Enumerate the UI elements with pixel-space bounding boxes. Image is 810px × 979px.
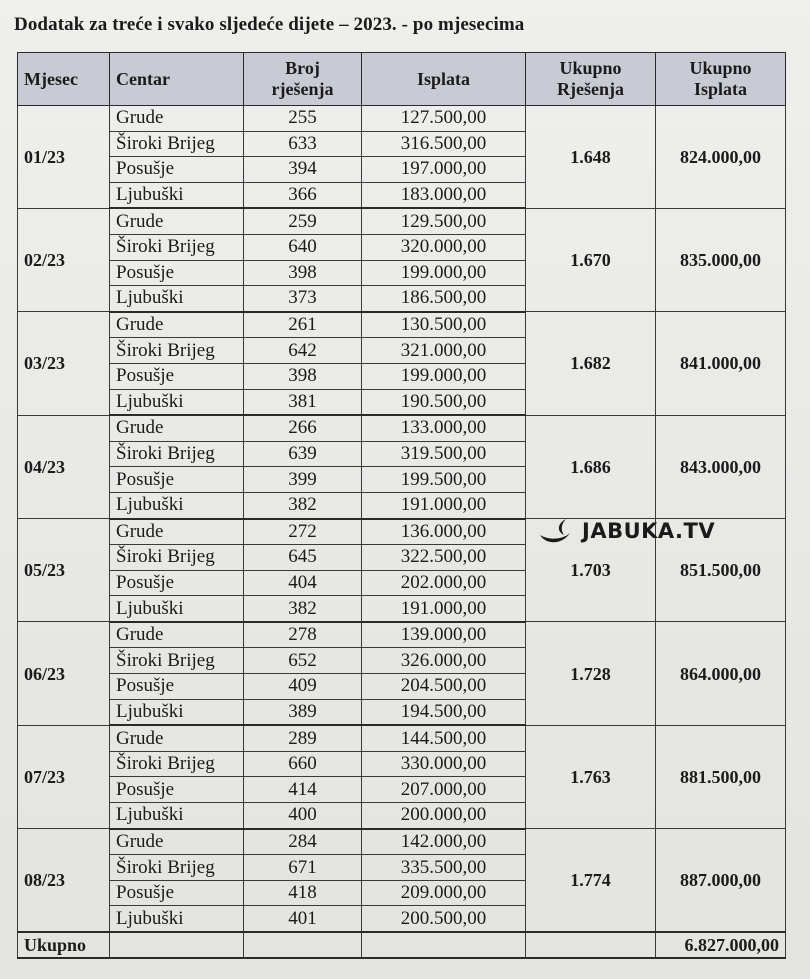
isplata-cell: 199.500,00	[362, 467, 526, 493]
watermark-text: JABUKA.TV	[582, 519, 716, 543]
centar-cell: Posušje	[110, 157, 244, 183]
broj-rjesenja-cell: 399	[244, 467, 362, 493]
centar-cell: Grude	[110, 312, 244, 338]
isplata-cell: 127.500,00	[362, 106, 526, 132]
broj-rjesenja-cell: 409	[244, 674, 362, 700]
centar-cell: Široki Brijeg	[110, 545, 244, 571]
month-cell: 08/23	[18, 829, 110, 932]
broj-rjesenja-cell: 645	[244, 545, 362, 571]
header-ukupno-rjesenja	[526, 53, 656, 106]
ukupno-isplata-cell: 851.500,00	[656, 519, 786, 622]
centar-cell: Široki Brijeg	[110, 441, 244, 467]
centar-cell: Ljubuški	[110, 389, 244, 415]
month-cell: 05/23	[18, 519, 110, 622]
isplata-cell: 129.500,00	[362, 208, 526, 234]
centar-cell: Široki Brijeg	[110, 648, 244, 674]
header-broj-rjesenja	[244, 53, 362, 106]
broj-rjesenja-cell: 414	[244, 777, 362, 803]
broj-rjesenja-cell: 382	[244, 492, 362, 518]
table-row	[18, 725, 786, 751]
month-cell: 06/23	[18, 622, 110, 725]
broj-rjesenja-cell: 382	[244, 596, 362, 622]
isplata-cell: 197.000,00	[362, 157, 526, 183]
month-cell: 01/23	[18, 106, 110, 209]
isplata-cell: 335.500,00	[362, 855, 526, 881]
ukupno-rjesenja-cell: 1.670	[526, 208, 656, 311]
ukupno-isplata-cell: 841.000,00	[656, 312, 786, 415]
ukupno-rjesenja-cell: 1.763	[526, 725, 656, 828]
broj-rjesenja-cell: 639	[244, 441, 362, 467]
isplata-cell: 191.000,00	[362, 596, 526, 622]
broj-rjesenja-cell: 272	[244, 519, 362, 545]
centar-cell: Grude	[110, 415, 244, 441]
isplata-cell: 321.000,00	[362, 338, 526, 364]
header-ukupno-is-line2: Isplata	[693, 79, 747, 99]
total-empty-cell	[362, 932, 526, 958]
table-row	[18, 415, 786, 441]
centar-cell: Široki Brijeg	[110, 338, 244, 364]
ukupno-isplata-cell: 887.000,00	[656, 829, 786, 932]
centar-cell: Ljubuški	[110, 699, 244, 725]
watermark	[536, 513, 732, 549]
centar-cell: Široki Brijeg	[110, 855, 244, 881]
broj-rjesenja-cell: 660	[244, 751, 362, 777]
isplata-cell: 320.000,00	[362, 234, 526, 260]
table-row	[18, 106, 786, 132]
centar-cell: Široki Brijeg	[110, 751, 244, 777]
header-ukupno-rj-line1: Ukupno	[559, 58, 622, 78]
broj-rjesenja-cell: 255	[244, 106, 362, 132]
centar-cell: Posušje	[110, 777, 244, 803]
data-table	[17, 52, 786, 959]
broj-rjesenja-cell: 642	[244, 338, 362, 364]
broj-rjesenja-cell: 401	[244, 906, 362, 932]
broj-rjesenja-cell: 266	[244, 415, 362, 441]
ukupno-rjesenja-cell: 1.682	[526, 312, 656, 415]
isplata-cell: 322.500,00	[362, 545, 526, 571]
header-row	[18, 53, 786, 106]
isplata-cell: 199.000,00	[362, 260, 526, 286]
centar-cell: Posušje	[110, 674, 244, 700]
broj-rjesenja-cell: 652	[244, 648, 362, 674]
header-broj-line2: rješenja	[271, 79, 334, 99]
isplata-cell: 194.500,00	[362, 699, 526, 725]
isplata-cell: 200.500,00	[362, 906, 526, 932]
table-row	[18, 208, 786, 234]
header-mjesec: Mjesec	[18, 53, 110, 106]
broj-rjesenja-cell: 284	[244, 829, 362, 855]
isplata-cell: 183.000,00	[362, 182, 526, 208]
broj-rjesenja-cell: 633	[244, 131, 362, 157]
broj-rjesenja-cell: 381	[244, 389, 362, 415]
broj-rjesenja-cell: 404	[244, 570, 362, 596]
broj-rjesenja-cell: 389	[244, 699, 362, 725]
isplata-cell: 139.000,00	[362, 622, 526, 648]
isplata-cell: 133.000,00	[362, 415, 526, 441]
broj-rjesenja-cell: 640	[244, 234, 362, 260]
broj-rjesenja-cell: 278	[244, 622, 362, 648]
header-broj-line1: Broj	[285, 58, 320, 78]
centar-cell: Široki Brijeg	[110, 131, 244, 157]
centar-cell: Ljubuški	[110, 906, 244, 932]
broj-rjesenja-cell: 398	[244, 363, 362, 389]
broj-rjesenja-cell: 259	[244, 208, 362, 234]
ukupno-isplata-cell: 843.000,00	[656, 415, 786, 518]
total-label: Ukupno	[18, 932, 110, 958]
ukupno-rjesenja-cell: 1.774	[526, 829, 656, 932]
isplata-cell: 209.000,00	[362, 880, 526, 906]
isplata-cell: 316.500,00	[362, 131, 526, 157]
total-empty-cell	[244, 932, 362, 958]
isplata-cell: 200.000,00	[362, 803, 526, 829]
isplata-cell: 326.000,00	[362, 648, 526, 674]
ukupno-rjesenja-cell: 1.648	[526, 106, 656, 209]
isplata-cell: 204.500,00	[362, 674, 526, 700]
table-row	[18, 622, 786, 648]
isplata-cell: 207.000,00	[362, 777, 526, 803]
total-empty-cell	[110, 932, 244, 958]
centar-cell: Posušje	[110, 363, 244, 389]
centar-cell: Ljubuški	[110, 492, 244, 518]
broj-rjesenja-cell: 289	[244, 725, 362, 751]
centar-cell: Ljubuški	[110, 182, 244, 208]
month-cell: 04/23	[18, 415, 110, 518]
centar-cell: Ljubuški	[110, 596, 244, 622]
isplata-cell: 190.500,00	[362, 389, 526, 415]
isplata-cell: 130.500,00	[362, 312, 526, 338]
centar-cell: Grude	[110, 519, 244, 545]
isplata-cell: 319.500,00	[362, 441, 526, 467]
jabuka-tv-logo-icon	[536, 515, 576, 547]
ukupno-rjesenja-cell: 1.686	[526, 415, 656, 518]
broj-rjesenja-cell: 398	[244, 260, 362, 286]
table-row	[18, 829, 786, 855]
ukupno-isplata-cell: 881.500,00	[656, 725, 786, 828]
total-value: 6.827.000,00	[656, 932, 786, 958]
ukupno-isplata-cell: 864.000,00	[656, 622, 786, 725]
total-row	[18, 932, 786, 958]
broj-rjesenja-cell: 366	[244, 182, 362, 208]
centar-cell: Grude	[110, 622, 244, 648]
centar-cell: Ljubuški	[110, 803, 244, 829]
isplata-cell: 186.500,00	[362, 286, 526, 312]
broj-rjesenja-cell: 373	[244, 286, 362, 312]
centar-cell: Grude	[110, 106, 244, 132]
centar-cell: Ljubuški	[110, 286, 244, 312]
isplata-cell: 142.000,00	[362, 829, 526, 855]
table-row	[18, 312, 786, 338]
centar-cell: Grude	[110, 829, 244, 855]
isplata-cell: 136.000,00	[362, 519, 526, 545]
centar-cell: Posušje	[110, 570, 244, 596]
header-isplata: Isplata	[362, 53, 526, 106]
isplata-cell: 144.500,00	[362, 725, 526, 751]
header-ukupno-isplata	[656, 53, 786, 106]
broj-rjesenja-cell: 394	[244, 157, 362, 183]
month-cell: 02/23	[18, 208, 110, 311]
header-centar: Centar	[110, 53, 244, 106]
isplata-cell: 330.000,00	[362, 751, 526, 777]
document-title: Dodatak za treće i svako sljedeće dijete – 2023. - po mjesecima	[14, 14, 525, 35]
broj-rjesenja-cell: 400	[244, 803, 362, 829]
month-cell: 03/23	[18, 312, 110, 415]
ukupno-isplata-cell: 835.000,00	[656, 208, 786, 311]
isplata-cell: 191.000,00	[362, 492, 526, 518]
ukupno-rjesenja-cell: 1.728	[526, 622, 656, 725]
centar-cell: Posušje	[110, 260, 244, 286]
ukupno-isplata-cell: 824.000,00	[656, 106, 786, 209]
centar-cell: Posušje	[110, 880, 244, 906]
header-ukupno-is-line1: Ukupno	[689, 58, 752, 78]
centar-cell: Grude	[110, 208, 244, 234]
broj-rjesenja-cell: 418	[244, 880, 362, 906]
centar-cell: Grude	[110, 725, 244, 751]
isplata-cell: 202.000,00	[362, 570, 526, 596]
centar-cell: Široki Brijeg	[110, 234, 244, 260]
broj-rjesenja-cell: 261	[244, 312, 362, 338]
broj-rjesenja-cell: 671	[244, 855, 362, 881]
isplata-cell: 199.000,00	[362, 363, 526, 389]
centar-cell: Posušje	[110, 467, 244, 493]
month-cell: 07/23	[18, 725, 110, 828]
total-empty-cell	[526, 932, 656, 958]
ukupno-rjesenja-cell: 1.703	[526, 519, 656, 622]
header-ukupno-rj-line2: Rješenja	[557, 79, 624, 99]
